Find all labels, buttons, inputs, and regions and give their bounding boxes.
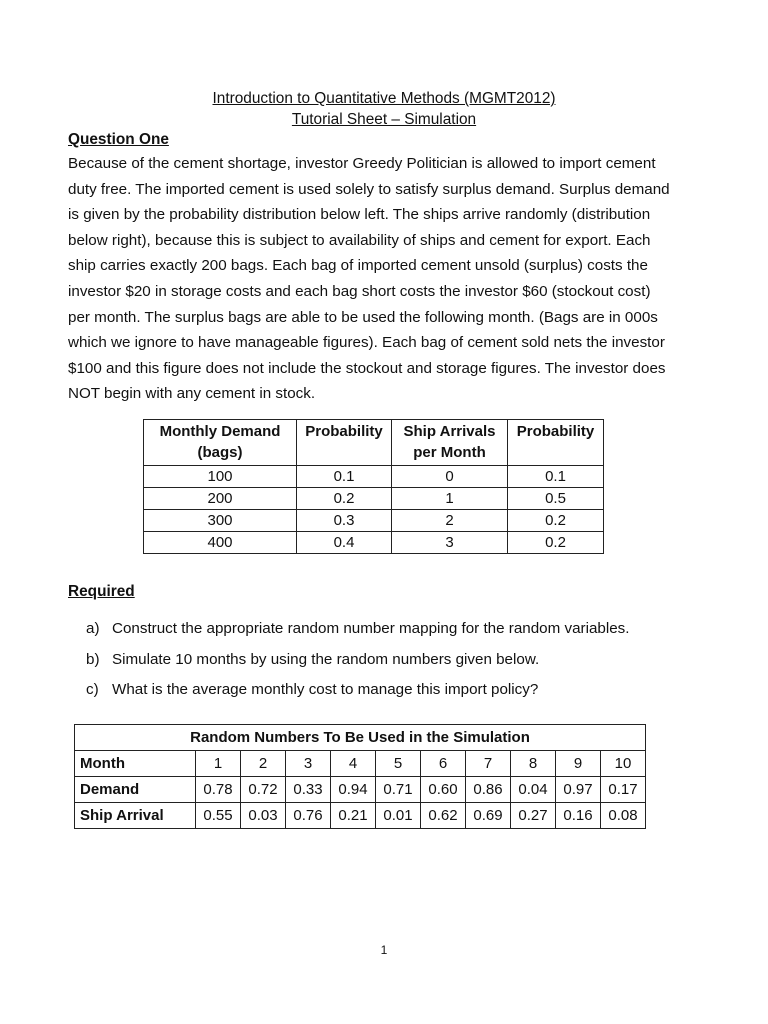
header-monthly-demand [144, 420, 297, 466]
table-cell: 0.27 [511, 803, 556, 829]
table-cell: 0.17 [601, 777, 646, 803]
list-item-text: Construct the appropriate random number mapping for the random variables. [112, 620, 630, 637]
row-label: Month [75, 751, 196, 777]
header-line: Probability [516, 423, 595, 440]
row-label: Demand [75, 777, 196, 803]
table-cell: 0.03 [241, 803, 286, 829]
table-cell: 0.69 [466, 803, 511, 829]
header-ship-arrivals [392, 420, 508, 466]
table-cell: 0.5 [508, 488, 604, 510]
table-cell: 10 [601, 751, 646, 777]
table-cell: 0.2 [508, 532, 604, 554]
table-cell: 0 [392, 466, 508, 488]
table-cell: 0.76 [286, 803, 331, 829]
table-cell: 0.86 [466, 777, 511, 803]
list-marker: b) [86, 650, 100, 668]
random-table-title: Random Numbers To Be Used in the Simulation [75, 725, 646, 751]
paragraph-line: $100 and this figure does not include the stockout and storage figures. The investor does [68, 359, 666, 377]
table-cell: 0.1 [508, 466, 604, 488]
table-cell: 0.60 [421, 777, 466, 803]
list-item-text: Simulate 10 months by using the random numbers given below. [112, 650, 540, 668]
table-cell: 0.72 [241, 777, 286, 803]
random-numbers-table [74, 724, 646, 829]
table-cell: 5 [376, 751, 421, 777]
required-heading: Required [68, 583, 135, 600]
paragraph-line: per month. The surplus bags are able to be used the following month. (Bags are in 000s [68, 308, 658, 326]
table-cell: 0.2 [508, 510, 604, 532]
list-item [86, 614, 630, 645]
row-label: Ship Arrival [75, 803, 196, 829]
paragraph-line: investor $20 in storage costs and each bag short costs the investor $60 (stockout cost) [68, 282, 651, 300]
table-cell: 0.08 [601, 803, 646, 829]
table-cell: 3 [286, 751, 331, 777]
table-cell: 0.62 [421, 803, 466, 829]
table-cell: 4 [331, 751, 376, 777]
paragraph-line: NOT begin with any cement in stock. [68, 385, 316, 403]
table-cell: 200 [144, 488, 297, 510]
table-cell: 9 [556, 751, 601, 777]
table-row [144, 466, 604, 488]
table-cell: 0.3 [297, 510, 392, 532]
table-cell: 0.21 [331, 803, 376, 829]
paragraph-line: which we ignore to have manageable figures). Each bag of cement sold nets the investor [68, 334, 665, 352]
header-line: per Month [413, 444, 486, 461]
document-title: Introduction to Quantitative Methods (MGMT2012) [212, 90, 556, 107]
table-row [144, 510, 604, 532]
probability-table [143, 419, 604, 554]
paragraph-line: Because of the cement shortage, investor Greedy Politician is allowed to import cement [68, 155, 656, 172]
table-cell: 300 [144, 510, 297, 532]
header-line: Monthly Demand [159, 423, 281, 440]
required-list [86, 614, 630, 706]
table-cell: 0.94 [331, 777, 376, 803]
header-line: Probability [305, 423, 383, 440]
paragraph-line: is given by the probability distribution below left. The ships arrive randomly (distribution [68, 206, 651, 224]
table-title-row [75, 725, 646, 751]
question-paragraph [68, 151, 704, 407]
table-row [75, 777, 646, 803]
table-cell: 0.01 [376, 803, 421, 829]
table-row [75, 751, 646, 777]
document-header [0, 88, 768, 130]
table-cell: 0.4 [297, 532, 392, 554]
table-cell: 3 [392, 532, 508, 554]
table-cell: 2 [392, 510, 508, 532]
table-row [144, 488, 604, 510]
document-subtitle: Tutorial Sheet – Simulation [291, 111, 477, 128]
table-cell: 2 [241, 751, 286, 777]
table-cell: 6 [421, 751, 466, 777]
question-heading: Question One [68, 131, 169, 148]
table-header-row [144, 420, 604, 466]
table-cell: 1 [196, 751, 241, 777]
table-cell: 100 [144, 466, 297, 488]
header-probability-ships [508, 420, 604, 466]
table-row [75, 803, 646, 829]
table-cell: 0.2 [297, 488, 392, 510]
table-cell: 0.55 [196, 803, 241, 829]
paragraph-line: below right), because this is subject to availability of ships and cement for export. Each [68, 231, 651, 249]
paragraph-line: duty free. The imported cement is used solely to satisfy surplus demand. Surplus demand [68, 180, 670, 198]
header-probability-demand [297, 420, 392, 466]
table-row [144, 532, 604, 554]
list-item [86, 645, 630, 676]
list-item [86, 675, 630, 706]
table-cell: 0.16 [556, 803, 601, 829]
table-cell: 400 [144, 532, 297, 554]
table-cell: 1 [392, 488, 508, 510]
table-cell: 0.1 [297, 466, 392, 488]
table-cell: 7 [466, 751, 511, 777]
table-cell: 0.33 [286, 777, 331, 803]
table-cell: 0.71 [376, 777, 421, 803]
header-line: (bags) [197, 444, 243, 461]
paragraph-line: ship carries exactly 200 bags. Each bag of imported cement unsold (surplus) costs the [68, 257, 648, 275]
header-line: Ship Arrivals [403, 423, 496, 440]
list-marker: a) [86, 620, 100, 637]
table-cell: 0.78 [196, 777, 241, 803]
table-cell: 0.97 [556, 777, 601, 803]
table-cell: 8 [511, 751, 556, 777]
page-number: 1 [380, 943, 388, 957]
list-item-text: What is the average monthly cost to manage this import policy? [112, 681, 539, 698]
table-cell: 0.04 [511, 777, 556, 803]
list-marker: c) [86, 681, 99, 698]
